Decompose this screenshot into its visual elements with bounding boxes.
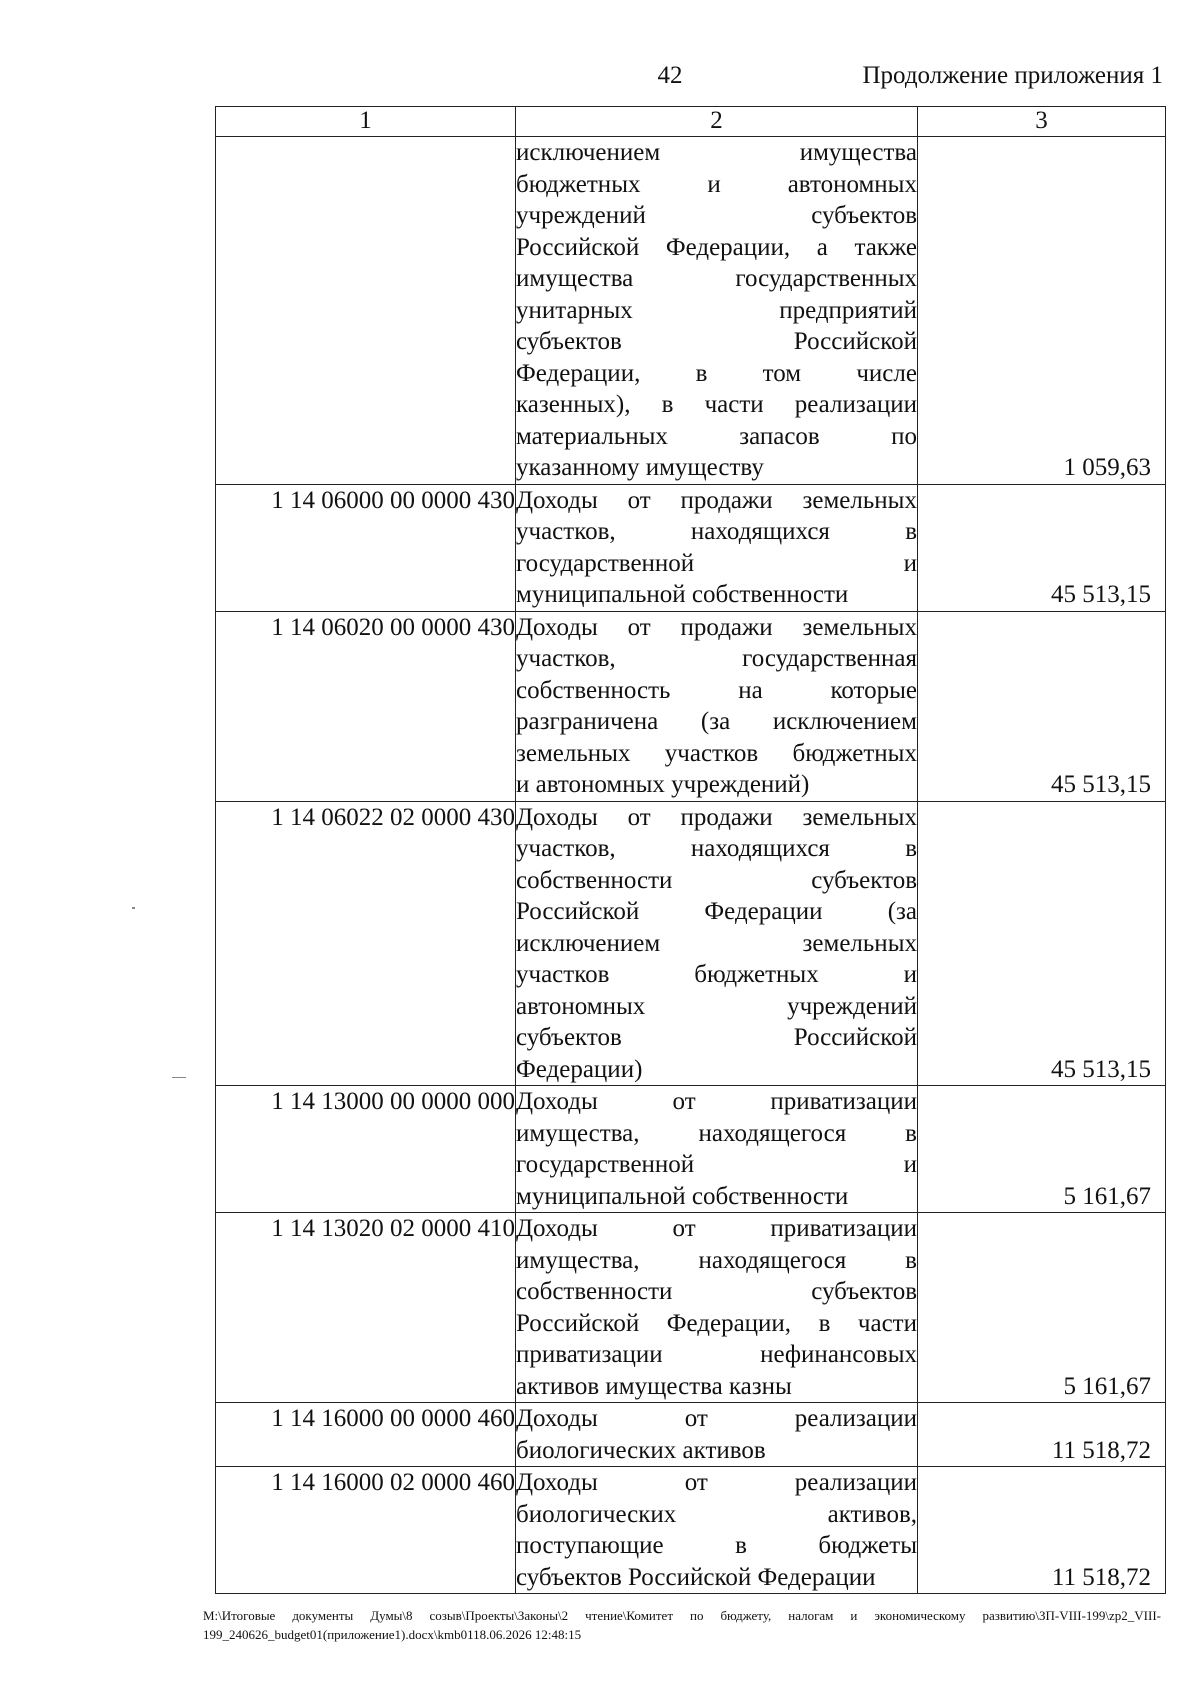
description-line — [516, 263, 917, 295]
description-word: активов, — [827, 1500, 917, 1528]
description-line — [516, 232, 917, 264]
description-word: участков, — [516, 518, 616, 545]
description-word: от — [627, 486, 651, 514]
description-word: собственности — [516, 866, 673, 894]
description-word: которые — [830, 676, 917, 704]
description-line — [516, 991, 917, 1023]
amount-cell — [918, 137, 1166, 485]
description-word: в — [905, 835, 917, 862]
description-word: (за — [700, 708, 731, 735]
description-word: земельных — [802, 803, 917, 831]
description-word: находящихся — [690, 835, 830, 862]
description-word: унитарных — [516, 296, 633, 324]
scan-artifact — [172, 1077, 186, 1078]
description-word: собственности — [516, 1278, 673, 1305]
document-path-footer: M:\Итоговые документы Думы\8 созыв\Проекты\Законы\2 чтение\Комитет по бюджету, налогам и экономическому развитию\ЗП-VIII-199\zp2_VIII-199_240626_budget01(приложение1).docx\kmb0118.06.2026 12:48:15 — [203, 1608, 1161, 1642]
description-line — [516, 1530, 917, 1562]
description-word: указанному имуществу — [516, 454, 764, 481]
revenue-description — [516, 801, 918, 1086]
description-line — [516, 896, 917, 928]
description-word: и автономных учреждений) — [516, 771, 810, 798]
description-word: приватизации — [516, 1341, 663, 1368]
description-word: находящегося — [698, 1246, 847, 1274]
description-word: предприятий — [779, 296, 917, 324]
description-word: бюджеты — [818, 1532, 917, 1559]
table-row — [216, 1086, 1166, 1213]
description-line — [516, 865, 917, 897]
description-word: субъектов — [516, 1024, 622, 1051]
description-word: (за — [887, 898, 917, 925]
description-line — [516, 802, 917, 834]
amount-cell — [918, 1467, 1166, 1594]
description-word: по — [891, 422, 917, 450]
description-word: продажи — [680, 803, 773, 831]
table-row — [216, 484, 1166, 611]
description-word: государственной — [516, 549, 695, 577]
description-word: участков, — [516, 835, 616, 862]
description-word: муниципальной собственности — [516, 1182, 849, 1210]
amount-value: 45 513,15 — [1051, 581, 1151, 608]
amount-cell — [918, 1213, 1166, 1403]
description-word: реализации — [794, 1469, 917, 1496]
description-word: Российской — [516, 1309, 640, 1337]
description-word: числе — [856, 359, 917, 387]
amount-cell — [918, 1086, 1166, 1213]
revenue-description — [516, 611, 918, 801]
description-word: учреждений — [787, 992, 917, 1020]
revenue-code: 1 14 13020 02 0000 410 — [216, 1213, 516, 1403]
description-word: от — [627, 803, 651, 831]
description-word: Федерации, — [665, 233, 791, 261]
description-line — [516, 833, 917, 865]
description-word: биологических — [516, 1500, 677, 1528]
description-word: реализации — [794, 1405, 917, 1432]
description-line — [516, 516, 917, 548]
description-word: и — [707, 170, 721, 198]
description-word: автономных — [516, 992, 646, 1020]
description-word: бюджетных — [792, 739, 917, 767]
description-word: участков — [664, 739, 759, 767]
amount-value: 5 161,67 — [1063, 1182, 1151, 1210]
description-word: исключением — [772, 708, 917, 735]
description-line — [516, 1435, 917, 1467]
description-word: приватизации — [770, 1215, 917, 1242]
description-word: бюджетных — [694, 961, 819, 988]
column-header-2: 2 — [516, 107, 918, 137]
revenue-code — [216, 137, 516, 485]
description-word: в — [735, 1532, 747, 1559]
description-line — [516, 1245, 917, 1277]
revenue-code: 1 14 06022 02 0000 430 — [216, 801, 516, 1086]
description-word: продажи — [680, 486, 773, 514]
column-header-3: 3 — [918, 107, 1166, 137]
revenue-description — [516, 1467, 918, 1594]
description-word: Доходы — [516, 803, 598, 831]
amount-value: 5 161,67 — [1063, 1372, 1151, 1400]
description-line — [516, 452, 917, 484]
description-line — [516, 389, 917, 421]
description-word: Федерации, — [666, 1309, 792, 1337]
description-line — [516, 169, 917, 201]
description-word: запасов — [739, 422, 820, 450]
description-line — [516, 1339, 917, 1371]
description-word: Доходы — [516, 1469, 598, 1496]
budget-table — [215, 106, 1166, 1594]
amount-value: 45 513,15 — [1051, 771, 1151, 798]
amount-cell — [918, 484, 1166, 611]
column-header-1: 1 — [216, 107, 516, 137]
revenue-code: 1 14 06020 00 0000 430 — [216, 611, 516, 801]
description-word: казенных), — [516, 391, 631, 418]
description-line — [516, 706, 917, 738]
description-line — [516, 959, 917, 991]
description-word: в — [818, 1309, 831, 1337]
description-word: находящихся — [690, 518, 830, 545]
description-line — [516, 1308, 917, 1340]
description-word: в — [905, 1246, 917, 1274]
description-line — [516, 358, 917, 390]
description-line — [516, 1562, 917, 1594]
description-word: земельных — [802, 613, 917, 641]
description-word: Доходы — [516, 1405, 598, 1432]
table-row — [216, 1213, 1166, 1403]
page-number: 42 — [657, 62, 683, 89]
description-word: а — [816, 233, 828, 261]
description-word: государственной — [516, 1151, 695, 1178]
description-line — [516, 579, 917, 611]
description-line — [516, 1149, 917, 1181]
description-word: в — [905, 1119, 917, 1147]
description-word: Российской — [793, 1024, 917, 1051]
description-line — [516, 421, 917, 453]
revenue-description — [516, 1213, 918, 1403]
description-word: реализации — [794, 391, 917, 418]
description-word: государственных — [735, 265, 917, 292]
scan-artifact — [132, 907, 135, 909]
description-word: и — [903, 1151, 917, 1178]
description-word: исключением — [516, 929, 661, 957]
description-line — [516, 769, 917, 801]
description-word: на — [738, 676, 763, 704]
description-word: нефинансовых — [760, 1341, 917, 1368]
description-word: Федерации — [704, 898, 823, 925]
revenue-code: 1 14 16000 02 0000 460 — [216, 1467, 516, 1594]
description-word: субъектов — [811, 866, 917, 894]
revenue-description — [516, 1403, 918, 1467]
description-word: разграничена — [516, 708, 659, 735]
description-word: земельных — [516, 739, 631, 767]
amount-value: 45 513,15 — [1051, 1055, 1151, 1083]
description-word: продажи — [680, 613, 773, 641]
description-line — [516, 200, 917, 232]
description-word: Доходы — [516, 1088, 598, 1115]
description-word: Федерации) — [516, 1055, 643, 1083]
description-word: автономных — [787, 170, 917, 198]
description-word: в — [905, 518, 917, 545]
description-line — [516, 928, 917, 960]
amount-cell — [918, 1403, 1166, 1467]
description-word: приватизации — [770, 1088, 917, 1115]
description-word: от — [684, 1469, 708, 1496]
description-word: также — [854, 233, 917, 261]
description-word: Доходы — [516, 613, 598, 641]
table-row — [216, 1467, 1166, 1594]
description-word: от — [672, 1215, 696, 1242]
description-word: Российской — [516, 898, 640, 925]
table-row — [216, 611, 1166, 801]
description-word: имущества — [799, 139, 917, 166]
description-word: от — [672, 1088, 696, 1115]
column-header-row — [216, 107, 1166, 137]
table-row — [216, 137, 1166, 485]
description-line — [516, 326, 917, 358]
description-word: муниципальной собственности — [516, 581, 849, 608]
description-word: от — [627, 613, 651, 641]
description-line — [516, 1022, 917, 1054]
revenue-code: 1 14 06000 00 0000 430 — [216, 484, 516, 611]
description-word: учреждений — [516, 202, 646, 229]
description-word: части — [704, 391, 764, 418]
description-word: Федерации, — [516, 359, 641, 387]
description-word: в — [661, 391, 674, 418]
description-word: исключением — [516, 139, 661, 166]
description-word: Доходы — [516, 1215, 598, 1242]
description-word: субъектов — [811, 202, 917, 229]
description-word: имущества — [516, 265, 634, 292]
description-word: том — [762, 359, 802, 387]
description-line — [516, 548, 917, 580]
description-word: части — [857, 1309, 917, 1337]
description-word: биологических активов — [516, 1436, 766, 1464]
description-word: собственность — [516, 676, 671, 704]
description-line — [516, 1467, 917, 1499]
description-word: находящегося — [698, 1119, 847, 1147]
description-word: активов имущества казны — [516, 1372, 792, 1400]
description-line — [516, 1371, 917, 1403]
description-line — [516, 1276, 917, 1308]
amount-value: 11 518,72 — [1051, 1436, 1151, 1464]
description-word: участков — [516, 961, 610, 988]
description-word: материальных — [516, 422, 668, 450]
revenue-code: 1 14 16000 00 0000 460 — [216, 1403, 516, 1467]
description-line — [516, 1403, 917, 1435]
description-line — [516, 137, 917, 169]
description-word: имущества, — [516, 1119, 640, 1147]
description-word: участков, — [516, 645, 616, 672]
amount-cell — [918, 801, 1166, 1086]
amount-value: 1 059,63 — [1063, 454, 1151, 481]
table-row — [216, 1403, 1166, 1467]
description-word: и — [903, 549, 917, 577]
description-line — [516, 675, 917, 707]
description-line — [516, 1181, 917, 1213]
description-word: субъектов — [811, 1278, 917, 1305]
description-word: Доходы — [516, 486, 598, 514]
description-word: субъектов — [516, 328, 622, 355]
continuation-title: Продолжение приложения 1 — [862, 62, 1163, 89]
description-word: поступающие — [516, 1532, 664, 1559]
description-word: и — [903, 961, 917, 988]
description-word: государственная — [742, 645, 917, 672]
description-word: Российской — [793, 328, 917, 355]
description-word: Российской — [516, 233, 640, 261]
description-line — [516, 1499, 917, 1531]
amount-cell — [918, 611, 1166, 801]
description-line — [516, 643, 917, 675]
description-line — [516, 1118, 917, 1150]
description-line — [516, 485, 917, 517]
description-word: субъектов Российской Федерации — [516, 1563, 876, 1591]
table-row — [216, 801, 1166, 1086]
description-line — [516, 1086, 917, 1118]
description-word: имущества, — [516, 1246, 640, 1274]
revenue-description — [516, 137, 918, 485]
description-word: земельных — [802, 929, 917, 957]
description-line — [516, 1213, 917, 1245]
revenue-code: 1 14 13000 00 0000 000 — [216, 1086, 516, 1213]
description-word: бюджетных — [516, 170, 641, 198]
revenue-description — [516, 1086, 918, 1213]
description-word: земельных — [802, 486, 917, 514]
description-word: в — [695, 359, 708, 387]
description-line — [516, 612, 917, 644]
amount-value: 11 518,72 — [1051, 1563, 1151, 1591]
table-body — [216, 137, 1166, 1594]
description-line — [516, 1054, 917, 1086]
description-line — [516, 738, 917, 770]
description-word: от — [684, 1405, 708, 1432]
description-line — [516, 295, 917, 327]
revenue-description — [516, 484, 918, 611]
